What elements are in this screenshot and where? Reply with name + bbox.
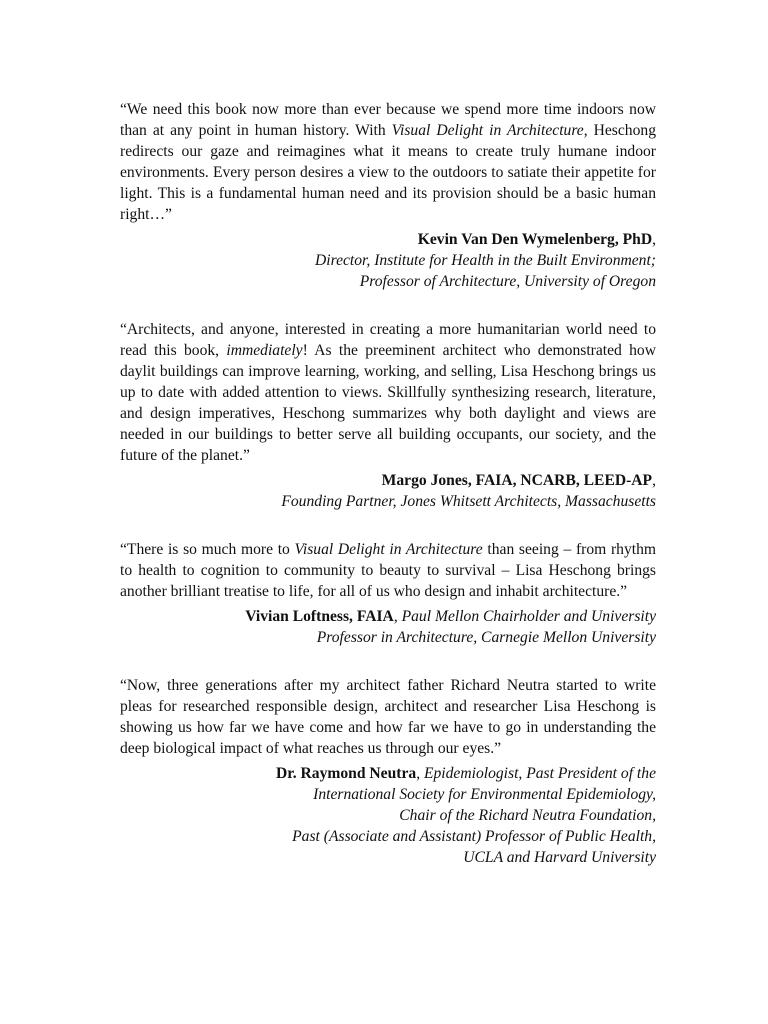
author-name: Vivian Loftness, FAIA: [245, 608, 394, 625]
author-role: UCLA and Harvard University: [463, 849, 656, 866]
testimonial-attribution: [120, 602, 656, 648]
author-name: Margo Jones, FAIA, NCARB, LEED-AP: [381, 472, 653, 489]
testimonial-quote: [120, 319, 656, 466]
quote-text: “Architects, and anyone, interested in creating a more humanitarian world need to read this book,: [120, 321, 656, 359]
author-line: [120, 763, 656, 784]
author-role: Epidemiologist, Past President of the: [423, 765, 656, 782]
quote-text: , Heschong redirects our gaze and reimagines what it means to create truly humane indoor environments. Every person desires a view to the outdoors to satiate their appetite for light. This is a fundamental human need and its provision should be a basic human right…”: [120, 122, 656, 223]
author-role: International Society for Environmental Epidemiology,: [313, 786, 656, 803]
testimonial-attribution: [120, 225, 656, 292]
author-separator: ,: [652, 231, 656, 248]
author-role: Professor in Architecture, Carnegie Mellon University: [316, 629, 656, 646]
testimonial-3: [120, 539, 656, 648]
book-title: Visual Delight in Architecture: [391, 122, 584, 139]
testimonial-attribution: [120, 466, 656, 512]
author-separator: ,: [416, 765, 424, 782]
testimonial-quote: [120, 675, 656, 759]
author-name: Kevin Van Den Wymelenberg, PhD: [417, 231, 653, 248]
testimonial-4: [120, 675, 656, 868]
quote-text: “Now, three generations after my architect father Richard Neutra started to write pleas for researched responsible design, architect and researcher Lisa Heschong is showing us how far we have come and how far we have to go in understanding the deep biological impact of what reaches us through our eyes.”: [120, 677, 656, 757]
author-role: Paul Mellon Chairholder and University: [401, 608, 656, 625]
author-role: Founding Partner, Jones Whitsett Architects, Massachusetts: [281, 493, 656, 510]
testimonial-attribution: [120, 759, 656, 868]
testimonial-2: [120, 319, 656, 512]
emphasis-text: immediately: [226, 342, 303, 359]
author-name: Dr. Raymond Neutra: [275, 765, 417, 782]
quote-text: than seeing – from rhythm to health to cognition to community to beauty to survival – Lisa Heschong brings another brilliant treatise to life, for all of us who design and inhabit architecture.”: [120, 541, 657, 600]
testimonial-1: [120, 99, 656, 292]
quote-text: “There is so much more to: [120, 541, 295, 558]
endorsements-page: [120, 99, 656, 895]
author-role: Director, Institute for Health in the Built Environment;: [315, 252, 656, 269]
book-title: Visual Delight in Architecture: [294, 541, 483, 558]
author-line: [120, 470, 656, 491]
author-line: [120, 229, 656, 250]
quote-text: ! As the preeminent architect who demonstrated how daylit buildings can improve learning, working, and selling, Lisa Heschong brings us up to date with added attention to views. Skillfully synthesizing research, literature, and design imperatives, Heschong summarizes why both daylight and views are needed in our buildings to better serve all building occupants, our society, and the future of the planet.”: [120, 342, 656, 464]
author-separator: ,: [393, 608, 402, 625]
quote-text: “We need this book now more than ever because we spend more time indoors now than at any point in human history. With: [120, 101, 656, 139]
testimonial-quote: [120, 539, 656, 602]
author-role: Past (Associate and Assistant) Professor of Public Health,: [292, 828, 656, 845]
author-separator: ,: [652, 472, 656, 489]
author-line: [120, 606, 656, 627]
author-role: Professor of Architecture, University of Oregon: [359, 273, 656, 290]
author-role: Chair of the Richard Neutra Foundation,: [399, 807, 656, 824]
testimonial-quote: [120, 99, 656, 225]
